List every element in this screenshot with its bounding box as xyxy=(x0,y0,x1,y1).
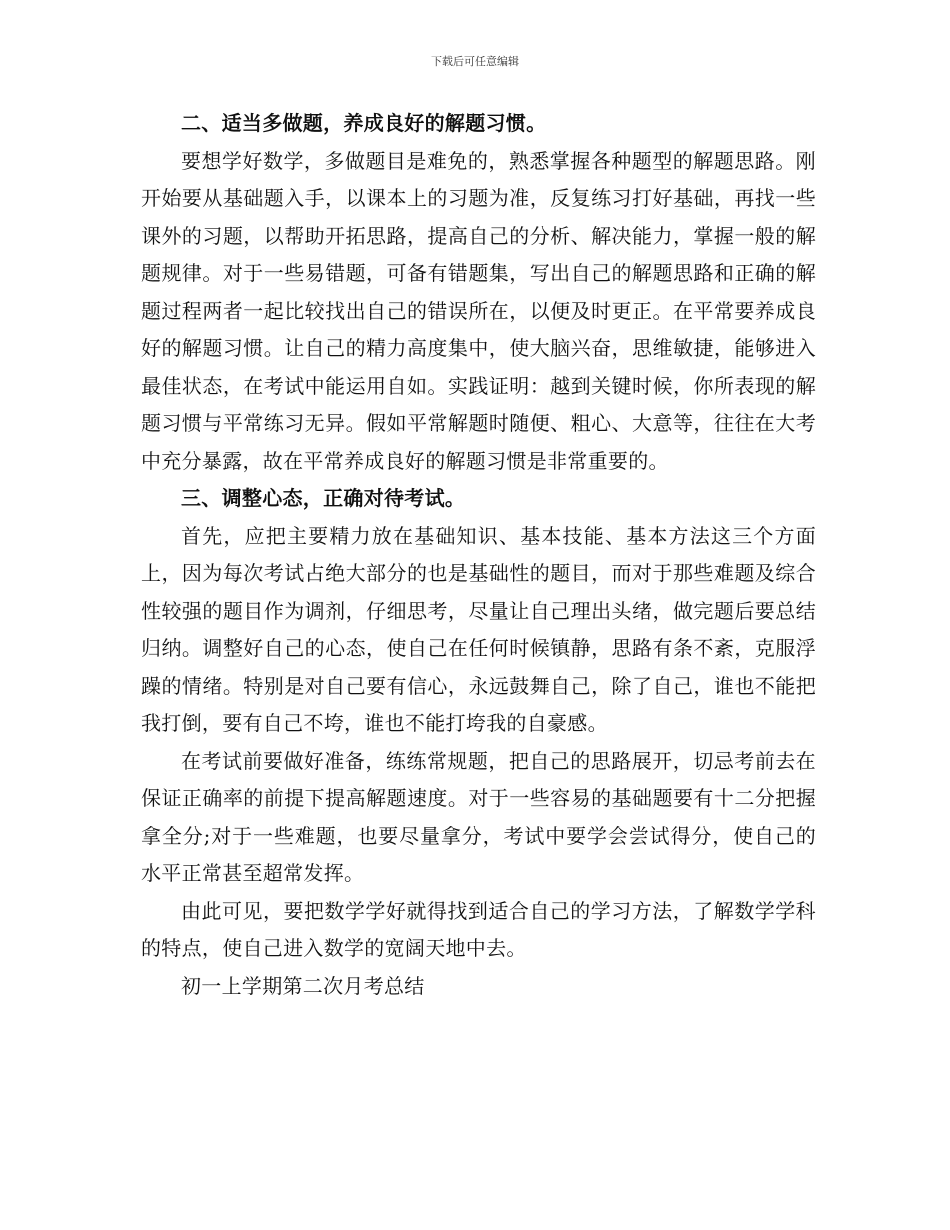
paragraph: 要想学好数学，多做题目是难免的，熟悉掌握各种题型的解题思路。刚开始要从基础题入手，以课本上的习题为准，反复练习打好基础，再找一些课外的习题，以帮助开拓思路，提高自己的分析、解决能力，掌握一般的解题规律。对于一些易错题，可备有错题集，写出自己的解题思路和正确的解题过程两者一起比较找出自己的错误所在，以便及时更正。在平常要养成良好的解题习惯。让自己的精力高度集中，使大脑兴奋，思维敏捷，能够进入最佳状态，在考试中能运用自如。实践证明：越到关键时候，你所表现的解题习惯与平常练习无异。假如平常解题时随便、粗心、大意等，往往在大考中充分暴露，故在平常养成良好的解题习惯是非常重要的。 xyxy=(141,148,816,473)
document-body xyxy=(141,105,816,1005)
page-header: 下载后可任意编辑 xyxy=(431,55,519,68)
paragraph: 由此可见，要把数学学好就得找到适合自己的学习方法，了解数学学科的特点，使自己进入数学的宽阔天地中去。 xyxy=(141,898,816,960)
section-heading-3: 三、调整心态，正确对待考试。 xyxy=(181,486,466,510)
paragraph: 首先，应把主要精力放在基础知识、基本技能、基本方法这三个方面上，因为每次考试占绝大部分的也是基础性的题目，而对于那些难题及综合性较强的题目作为调剂，仔细思考，尽量让自己理出头绪，做完题后要总结归纳。调整好自己的心态，使自己在任何时候镇静，思路有条不紊，克服浮躁的情绪。特别是对自己要有信心，永远鼓舞自己，除了自己，谁也不能把我打倒，要有自己不垮，谁也不能打垮我的自豪感。 xyxy=(141,523,816,735)
section-heading-2: 二、适当多做题，养成良好的解题习惯。 xyxy=(181,111,547,135)
next-document-title: 初一上学期第二次月考总结 xyxy=(181,973,425,998)
paragraph: 在考试前要做好准备，练练常规题，把自己的思路展开，切忌考前去在保证正确率的前提下提高解题速度。对于一些容易的基础题要有十二分把握拿全分;对于一些难题，也要尽量拿分，考试中要学会尝试得分，使自己的水平正常甚至超常发挥。 xyxy=(141,748,816,885)
